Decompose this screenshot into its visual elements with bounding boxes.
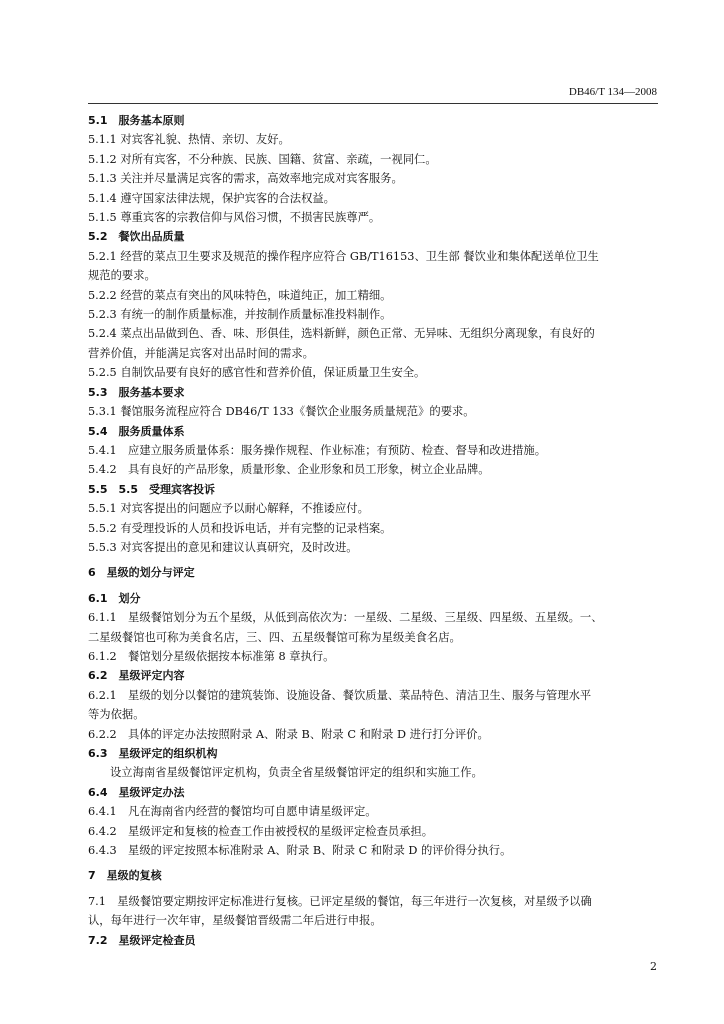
clause-6-1-1-line2: 二星级餐馆也可称为美食名店，三、四、五星级餐馆可称为星级美食名店。 [88,630,461,644]
clause-5-3-1: 5.3.1 餐馆服务流程应符合 DB46/T 133《餐饮企业服务质量规范》的要求。 [88,405,475,419]
clause-6-1-2: 6.1.2 餐馆划分星级依据按本标准第 8 章执行。 [88,649,335,663]
clause-6-1-1-line1: 6.1.1 星级餐馆划分为五个星级，从低到高依次为：一星级、二星级、三星级、四星级、五星级。一、 [88,611,603,625]
section-heading-5-2: 5.2 餐饮出品质量 [88,230,185,244]
clause-5-2-1-line1: 5.2.1 经营的菜点卫生要求及规范的操作程序应符合 GB/T16153、卫生部 餐饮业和集体配送单位卫生 [88,249,599,263]
clause-5-1-2: 5.1.2 对所有宾客，不分种族、民族、国籍、贫富、亲疏，一视同仁。 [88,152,437,166]
clause-5-5-2: 5.5.2 有受理投诉的人员和投诉电话，并有完整的记录档案。 [88,521,392,535]
clause-6-4-1: 6.4.1 凡在海南省内经营的餐馆均可自愿申请星级评定。 [88,805,377,819]
clause-5-5-1: 5.5.1 对宾客提出的问题应予以耐心解释，不推诿应付。 [88,502,369,516]
header-rule [88,103,658,104]
document-code: DB46/T 134—2008 [568,86,657,98]
clause-5-2-2: 5.2.2 经营的菜点有突出的风味特色，味道纯正，加工精细。 [88,288,392,302]
section-heading-6-3: 6.3 星级评定的组织机构 [88,747,218,760]
clause-6-4-3: 6.4.3 星级的评定按照本标准附录 A、附录 B、附录 C 和附录 D 的评价得分执行。 [88,844,512,858]
chapter-heading-6: 6 星级的划分与评定 [88,566,195,580]
clause-5-4-2: 5.4.2 具有良好的产品形象，质量形象、企业形象和员工形象，树立企业品牌。 [88,463,490,477]
clause-5-1-1: 5.1.1 对宾客礼貌、热情、亲切、友好。 [88,133,290,147]
clause-5-2-5: 5.2.5 自制饮品要有良好的感官性和营养价值，保证质量卫生安全。 [88,366,426,380]
section-heading-6-1: 6.1 划分 [88,591,141,605]
section-heading-7-2: 7.2 星级评定检查员 [88,933,196,947]
clause-7-1-line1: 7.1 星级餐馆要定期按评定标准进行复核。已评定星级的餐馆，每三年进行一次复核，对星级予以确 [88,894,592,908]
section-heading-5-5: 5.5 5.5 受理宾客投诉 [88,482,215,496]
clause-5-2-4-line1: 5.2.4 菜点出品做到色、香、味、形俱佳，选料新鲜，颜色正常、无异味、无组织分离现象，有良好的 [88,327,595,341]
section-heading-5-3: 5.3 服务基本要求 [88,385,185,399]
section-heading-5-1: 5.1 服务基本原则 [88,114,185,127]
clause-6-2-2: 6.2.2 具体的评定办法按照附录 A、附录 B、附录 C 和附录 D 进行打分评价。 [88,727,489,741]
paragraph-6-3: 设立海南省星级餐馆评定机构，负责全省星级餐馆评定的组织和实施工作。 [110,766,483,780]
clause-6-2-1-line1: 6.2.1 星级的划分以餐馆的建筑装饰、设施设备、餐饮质量、菜品特色、清洁卫生、服务与管理水平 [88,688,592,702]
page-number: 2 [650,960,657,973]
document-body [88,111,658,950]
clause-5-1-5: 5.1.5 尊重宾客的宗教信仰与风俗习惯，不损害民族尊严。 [88,211,381,225]
clause-5-2-4-line2: 营养价值，并能满足宾客对出品时间的需求。 [88,346,314,360]
clause-7-1-line2: 认，每年进行一次年审，星级餐馆晋级需二年后进行申报。 [88,914,382,928]
clause-5-1-3: 5.1.3 关注并尽量满足宾客的需求，高效率地完成对宾客服务。 [88,172,403,186]
section-heading-6-4: 6.4 星级评定办法 [88,785,185,799]
clause-6-2-1-line2: 等为依据。 [88,708,145,722]
section-heading-5-4: 5.4 服务质量体系 [88,424,185,438]
clause-5-1-4: 5.1.4 遵守国家法律法规，保护宾客的合法权益。 [88,191,335,205]
clause-5-4-1: 5.4.1 应建立服务质量体系：服务操作规程、作业标准；有预防、检查、督导和改进措施。 [88,443,547,457]
section-heading-6-2: 6.2 星级评定内容 [88,669,185,683]
clause-5-2-1-line2: 规范的要求。 [88,269,156,283]
clause-5-2-3: 5.2.3 有统一的制作质量标准，并按制作质量标准投料制作。 [88,308,392,322]
clause-6-4-2: 6.4.2 星级评定和复核的检查工作由被授权的星级评定检查员承担。 [88,824,434,838]
chapter-heading-7: 7 星级的复核 [88,869,162,883]
clause-5-5-3: 5.5.3 对宾客提出的意见和建议认真研究，及时改进。 [88,540,358,554]
